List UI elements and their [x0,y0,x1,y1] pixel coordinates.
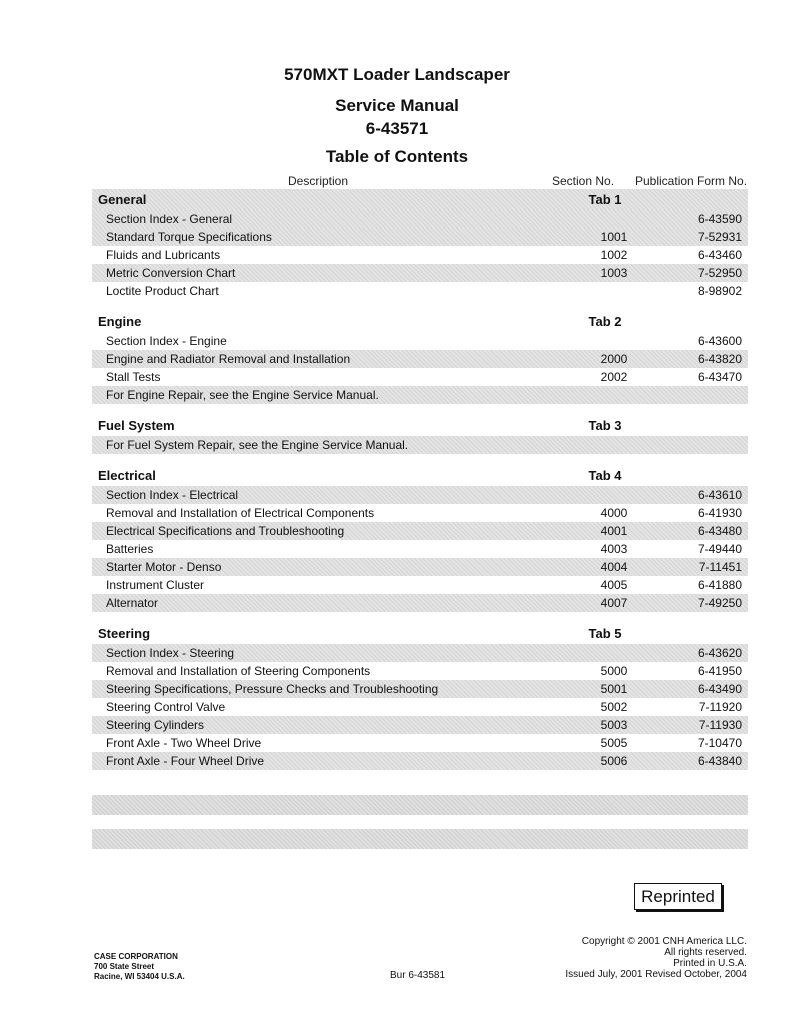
row-publication-number: 7-52950 [697,266,742,280]
section-header [92,623,748,644]
section-header [92,465,748,486]
company-city: Racine, WI 53404 U.S.A. [94,972,185,981]
section-tab: Tab 3 [588,418,622,433]
row-description: Starter Motor - Denso [106,560,222,574]
row-publication-number: 6-41950 [697,664,742,678]
row-section-number: 4003 [600,542,628,556]
row-section-number: 5006 [600,754,628,768]
row-description: Metric Conversion Chart [106,266,236,280]
reprinted-stamp: Reprinted [634,883,722,910]
shaded-bar [92,829,748,849]
toc-row [92,752,748,770]
toc-row [92,716,748,734]
section-header [92,415,748,436]
row-description: Standard Torque Specifications [106,230,272,244]
section-gap [92,770,748,781]
contents-title: Table of Contents [325,147,469,166]
row-description: Front Axle - Two Wheel Drive [106,736,262,750]
toc-row [92,486,748,504]
toc-row [92,662,748,680]
row-description: Stall Tests [106,370,161,384]
row-description: For Fuel System Repair, see the Engine Service Manual. [106,438,409,452]
toc-row [92,368,748,386]
row-section-number: 1001 [600,230,628,244]
row-description: Alternator [106,596,159,610]
issued-line: Issued July, 2001 Revised October, 2004 [565,969,747,980]
copyright-line: Copyright © 2001 CNH America LLC. [581,936,747,947]
section-tab: Tab 4 [588,468,622,483]
toc-row [92,264,748,282]
section-header [92,311,748,332]
row-publication-number: 6-43840 [697,754,742,768]
company-address [94,952,185,982]
row-description: Section Index - Engine [106,334,227,348]
row-publication-number: 6-43590 [697,212,742,226]
company-street: 700 State Street [94,962,155,971]
row-publication-number: 6-43470 [697,370,742,384]
copyright-block [565,936,747,980]
section-tab: Tab 2 [588,314,622,329]
section-header [92,189,748,210]
toc-row [92,436,748,454]
row-description: Section Index - Electrical [106,488,239,502]
section-name: Engine [98,314,142,329]
section-name: Electrical [98,468,156,483]
row-description: Front Axle - Four Wheel Drive [106,754,265,768]
row-publication-number: 7-11920 [698,700,742,714]
row-publication-number: 7-49250 [697,596,742,610]
toc-row [92,350,748,368]
toc-row [92,558,748,576]
company-name: CASE CORPORATION [94,952,178,961]
toc-row [92,386,748,404]
section-tab: Tab 5 [588,626,622,641]
row-publication-number: 7-11930 [698,718,742,732]
section-tab: Tab 1 [588,192,622,207]
row-section-number: 5003 [600,718,628,732]
model-title: 570MXT Loader Landscaper [284,65,510,84]
row-section-number: 1002 [600,248,628,262]
toc-row [92,332,748,350]
row-section-number: 4001 [600,524,628,538]
row-description: For Engine Repair, see the Engine Service Manual. [106,388,379,402]
row-publication-number: 6-43820 [697,352,742,366]
rights-line: All rights reserved. [664,947,747,958]
toc-row [92,698,748,716]
row-publication-number: 6-43600 [697,334,742,348]
section-name: General [98,192,147,207]
section-gap [92,404,748,415]
row-section-number: 1003 [600,266,628,280]
row-description: Instrument Cluster [106,578,205,592]
toc-row [92,680,748,698]
toc-row [92,210,748,228]
manual-title: Service Manual [335,96,459,115]
row-publication-number: 6-43480 [697,524,742,538]
toc-row [92,734,748,752]
row-section-number: 4004 [600,560,628,574]
row-section-number: 5001 [600,682,628,696]
toc-row [92,504,748,522]
row-section-number: 2000 [600,352,628,366]
table-of-contents [92,189,748,781]
row-section-number: 4005 [600,578,628,592]
row-publication-number: 6-43460 [697,248,742,262]
bur-number: Bur 6-43581 [390,970,446,981]
row-publication-number: 7-49440 [697,542,742,556]
row-section-number: 5002 [600,700,628,714]
section-name: Fuel System [98,418,175,433]
toc-row [92,246,748,264]
toc-row [92,522,748,540]
toc-row [92,540,748,558]
column-header-description: Description [288,174,349,188]
section-gap [92,612,748,623]
row-description: Steering Specifications, Pressure Checks and Troubleshooting [106,682,439,696]
row-publication-number: 7-11451 [698,560,742,574]
row-description: Fluids and Lubricants [106,248,221,262]
row-description: Batteries [106,542,154,556]
row-description: Loctite Product Chart [106,284,219,298]
section-gap [92,454,748,465]
row-section-number: 5000 [600,664,628,678]
shaded-bar [92,795,748,815]
row-description: Section Index - Steering [106,646,235,660]
column-header-section: Section No. [552,174,615,188]
row-description: Section Index - General [106,212,233,226]
row-description: Steering Control Valve [106,700,226,714]
column-header-publication: Publication Form No. [635,174,748,188]
row-section-number: 2002 [600,370,628,384]
row-description: Engine and Radiator Removal and Installation [106,352,351,366]
row-section-number: 4007 [600,596,628,610]
toc-row [92,282,748,300]
row-publication-number: 6-43620 [697,646,742,660]
row-description: Removal and Installation of Electrical Components [106,506,375,520]
manual-number: 6-43571 [365,119,429,138]
section-gap [92,300,748,311]
row-publication-number: 7-52931 [697,230,742,244]
toc-row [92,594,748,612]
row-section-number: 4000 [600,506,628,520]
row-publication-number: 6-41930 [697,506,742,520]
row-section-number: 5005 [600,736,628,750]
row-description: Removal and Installation of Steering Components [106,664,371,678]
row-description: Electrical Specifications and Troubleshooting [106,524,345,538]
toc-row [92,644,748,662]
toc-row [92,228,748,246]
row-publication-number: 7-10470 [697,736,742,750]
section-name: Steering [98,626,151,641]
row-publication-number: 6-43490 [697,682,742,696]
printed-line: Printed in U.S.A. [673,958,747,969]
toc-row [92,576,748,594]
row-publication-number: 6-41880 [697,578,742,592]
row-publication-number: 6-43610 [697,488,742,502]
row-description: Steering Cylinders [106,718,205,732]
row-publication-number: 8-98902 [697,284,742,298]
